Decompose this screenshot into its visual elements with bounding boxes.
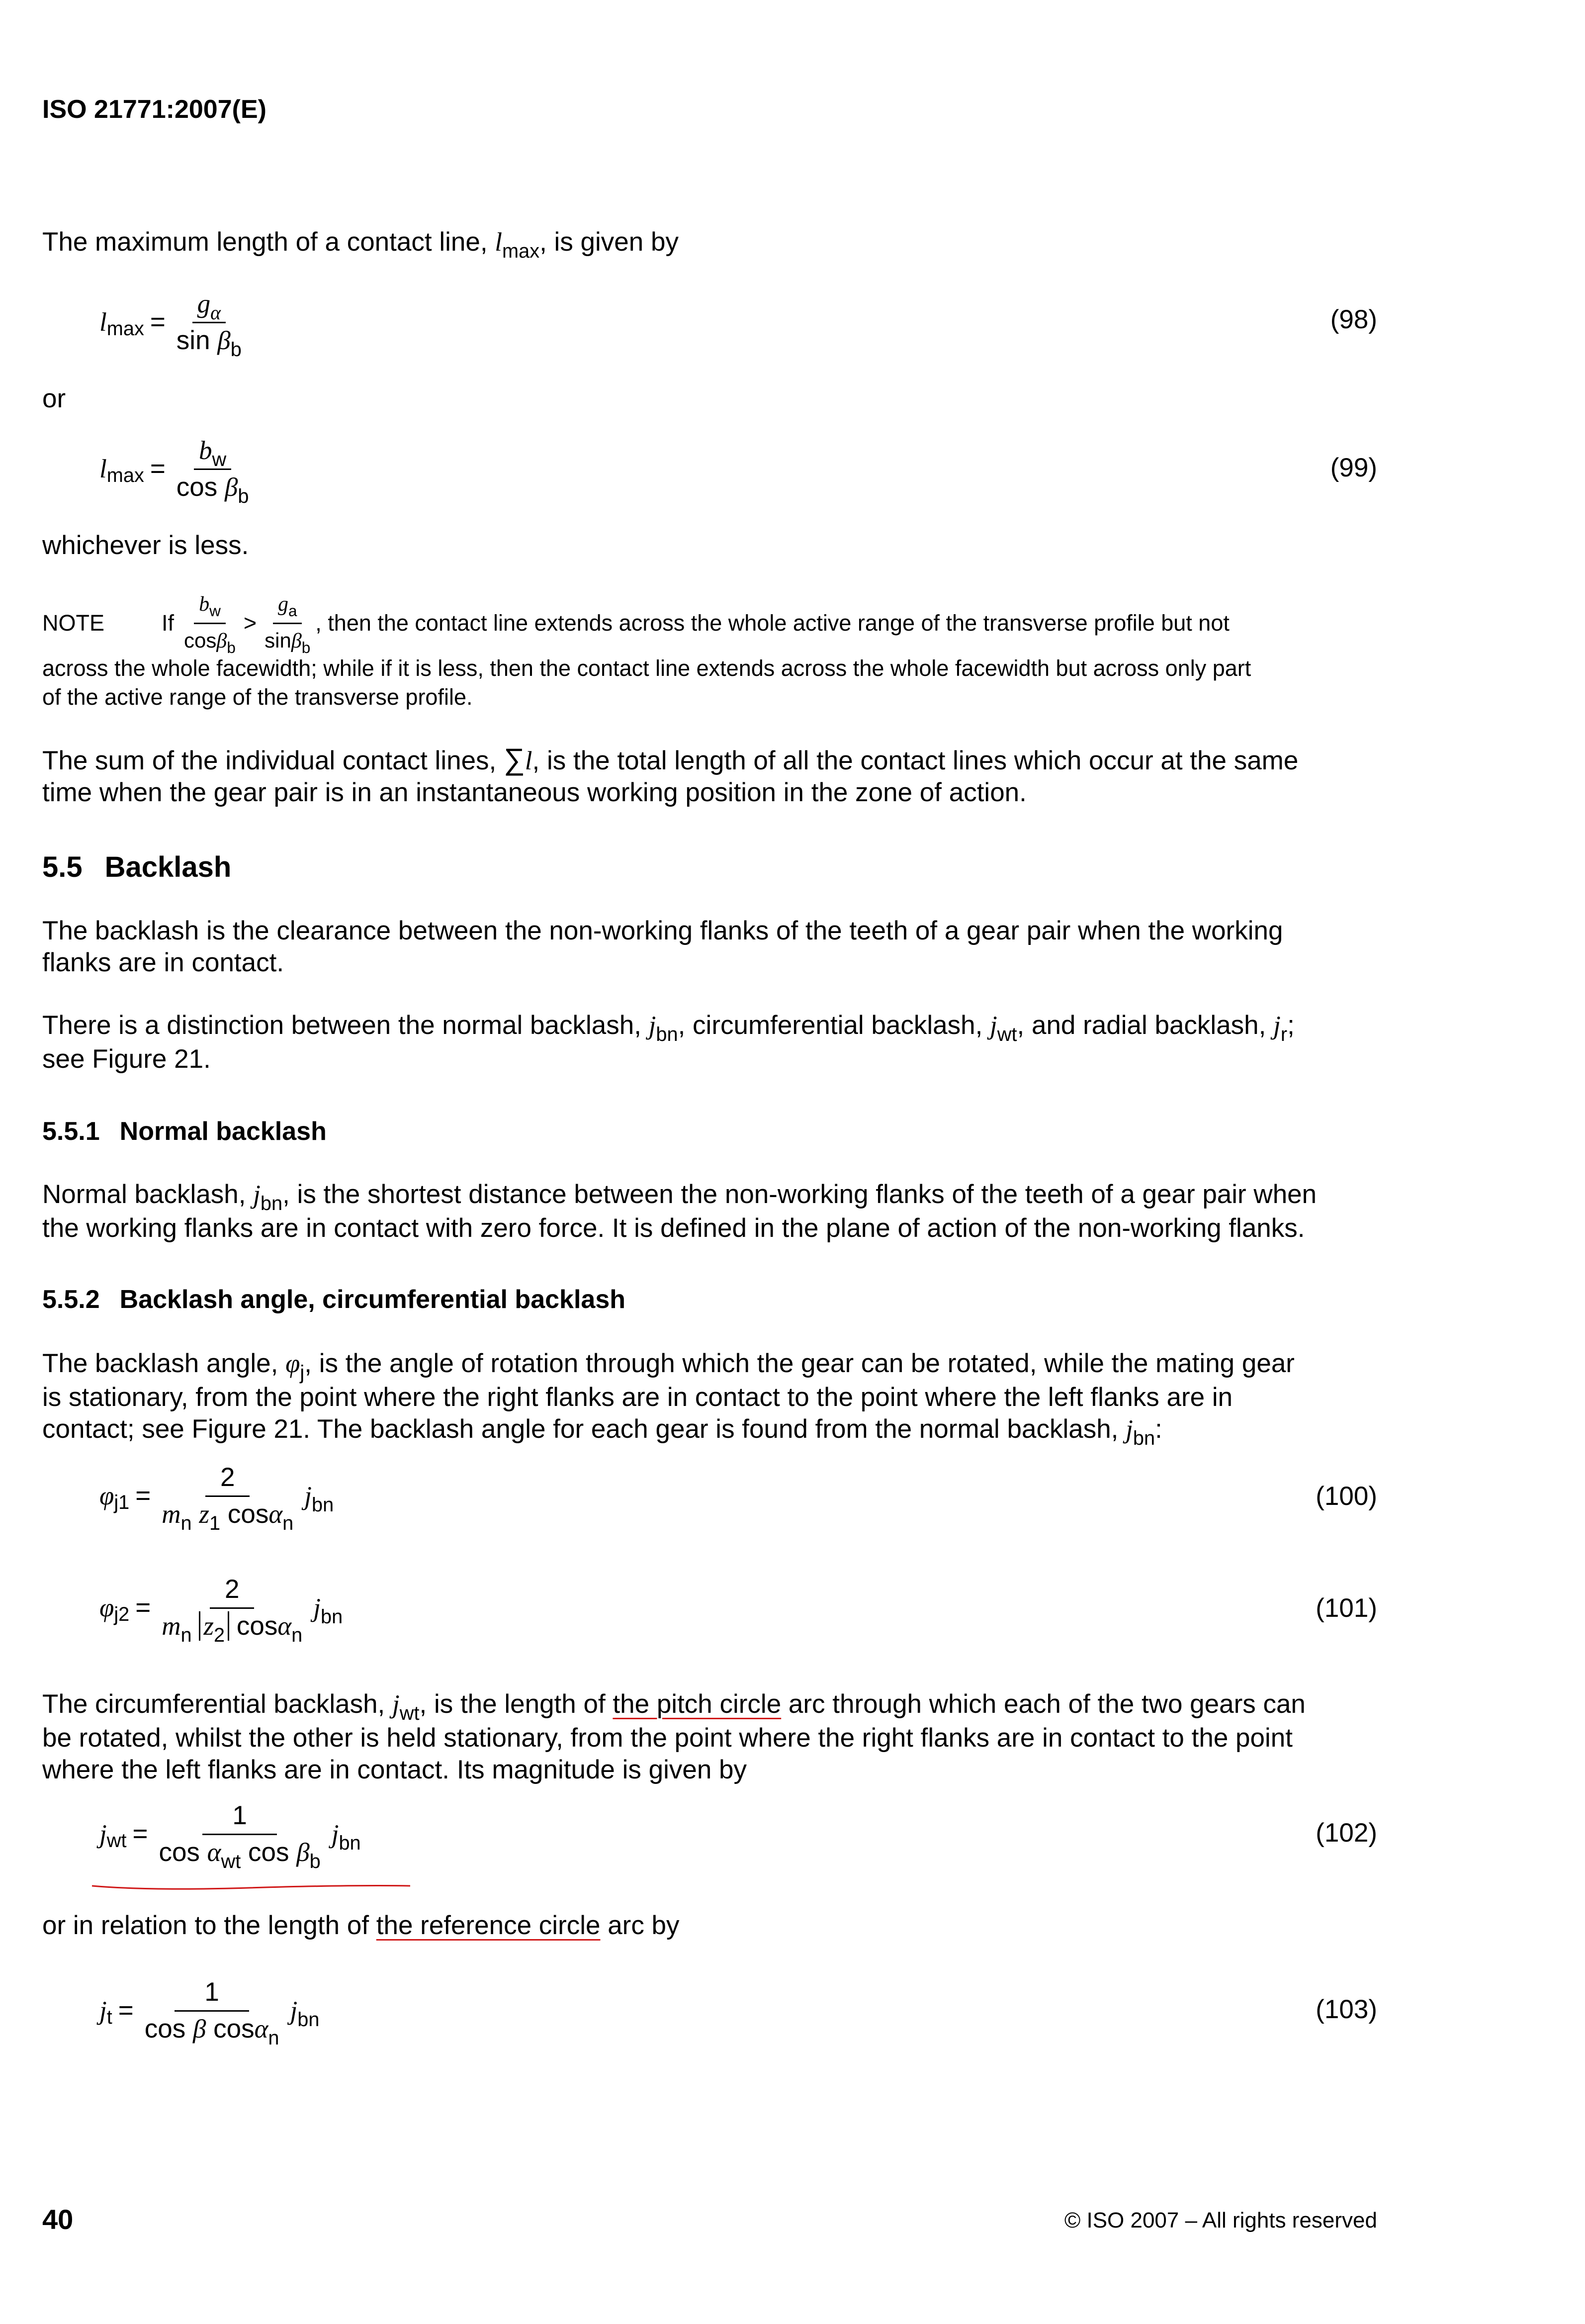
highlight-pitch-circle: the pitch circle [613, 1689, 782, 1719]
equation-99: l max = $\frac{b_w}{\cos \beta_b}$ [99, 436, 249, 507]
section-5-5-1-heading: 5.5.1 Normal backlash [42, 1117, 327, 1146]
highlight-reference-circle: the reference circle [376, 1911, 601, 1940]
equation-101: φ j2 = $\frac{2}{m_n z_2 \cos\alpha_n}$ $j_{bn}$ [99, 1575, 343, 1646]
note-fraction-1: $\frac{b_w}{\cos\beta_b}$ [179, 589, 241, 656]
equation-number-100: (100) [1316, 1482, 1377, 1511]
note-line-1: NOTE If $\frac{b_w}{\cos\beta_b}$ > $\frac{g_a}{\sin\beta_b}$ , then the contact line extends across the whole active range of the transverse profile but not [42, 589, 1230, 656]
backlash-angle-paragraph: The backlash angle, $\varphi_j$, is the angle of rotation through which the gear can be rotated, while the mating gear is stationary, from the point where the right flanks are in contact to the point where the left flanks are in contact; see Figure 21. The backlash angle for each gear is found from the normal backlash, $j_{bn}$: [42, 1349, 1295, 1449]
whichever-text: whichever is less. [42, 531, 249, 560]
page-number: 40 [42, 2204, 74, 2235]
equation-number-102: (102) [1316, 1818, 1377, 1848]
note-fraction-2: $\frac{g_a}{\sin\beta_b}$ [260, 589, 315, 656]
equation-98: l max = $\frac{g_\alpha}{\sin \beta_b}$ [99, 289, 242, 361]
red-annotation-underline [89, 1880, 413, 1895]
equation-number-99: (99) [1330, 453, 1377, 482]
intro-paragraph: The maximum length of a contact line, $l_{max}$, is given by [42, 227, 679, 262]
circumferential-backlash-paragraph: The circumferential backlash, $j_{wt}$, is the length of the pitch circle arc through which each of the two gears can be rotated, whilst the other is held stationary, from the point where the right flanks are in contact to the point where the left flanks are in contact. Its magnitude is given by [42, 1689, 1306, 1784]
equation-102: j wt = $\frac{1}{\cos \alpha_{wt} \cos \beta_b}$ $j_{bn}$ [99, 1801, 361, 1872]
section-5-5-heading: 5.5 Backlash [42, 851, 232, 883]
reference-circle-paragraph: or in relation to the length of the reference circle arc by [42, 1911, 680, 1940]
backlash-paragraph-2: There is a distinction between the normal backlash, $j_{bn}$, circumferential backlash, $j_{wt}$, and radial backlash, $j_r$; see Figure 21. [42, 1011, 1295, 1074]
backlash-paragraph-1: The backlash is the clearance between the non-working flanks of the teeth of a gear pair when the working flanks are in contact. [42, 916, 1283, 977]
equation-number-103: (103) [1316, 1995, 1377, 2024]
note-line-3: of the active range of the transverse profile. [42, 684, 473, 710]
section-5-5-2-heading: 5.5.2 Backlash angle, circumferential backlash [42, 1285, 626, 1314]
sum-paragraph: The sum of the individual contact lines, ∑l, is the total length of all the contact lines which occur at the same time when the gear pair is in an instantaneous working position in the zone of action. [42, 743, 1299, 807]
note-line-2: across the whole facewidth; while if it is less, then the contact line extends across the whole facewidth but across only part [42, 655, 1251, 681]
note-label: NOTE [42, 610, 105, 636]
document-id: ISO 21771:2007(E) [42, 95, 266, 124]
equation-100: φ j1 = $\frac{2}{m_n z_1 \cos\alpha_n}$ $j_{bn}$ [99, 1463, 334, 1534]
normal-backlash-paragraph: Normal backlash, $j_{bn}$, is the shortest distance between the non-working flanks of the teeth of a gear pair when the working flanks are in contact with zero force. It is defined in the plane of action of the non-working flanks. [42, 1180, 1317, 1243]
equation-number-98: (98) [1330, 305, 1377, 334]
equation-103: j t = $\frac{1}{\cos \beta \cos\alpha_n}$ $j_{bn}$ [99, 1977, 320, 2049]
or-text: or [42, 384, 66, 413]
copyright: © ISO 2007 – All rights reserved [1064, 2208, 1377, 2232]
equation-number-101: (101) [1316, 1593, 1377, 1623]
